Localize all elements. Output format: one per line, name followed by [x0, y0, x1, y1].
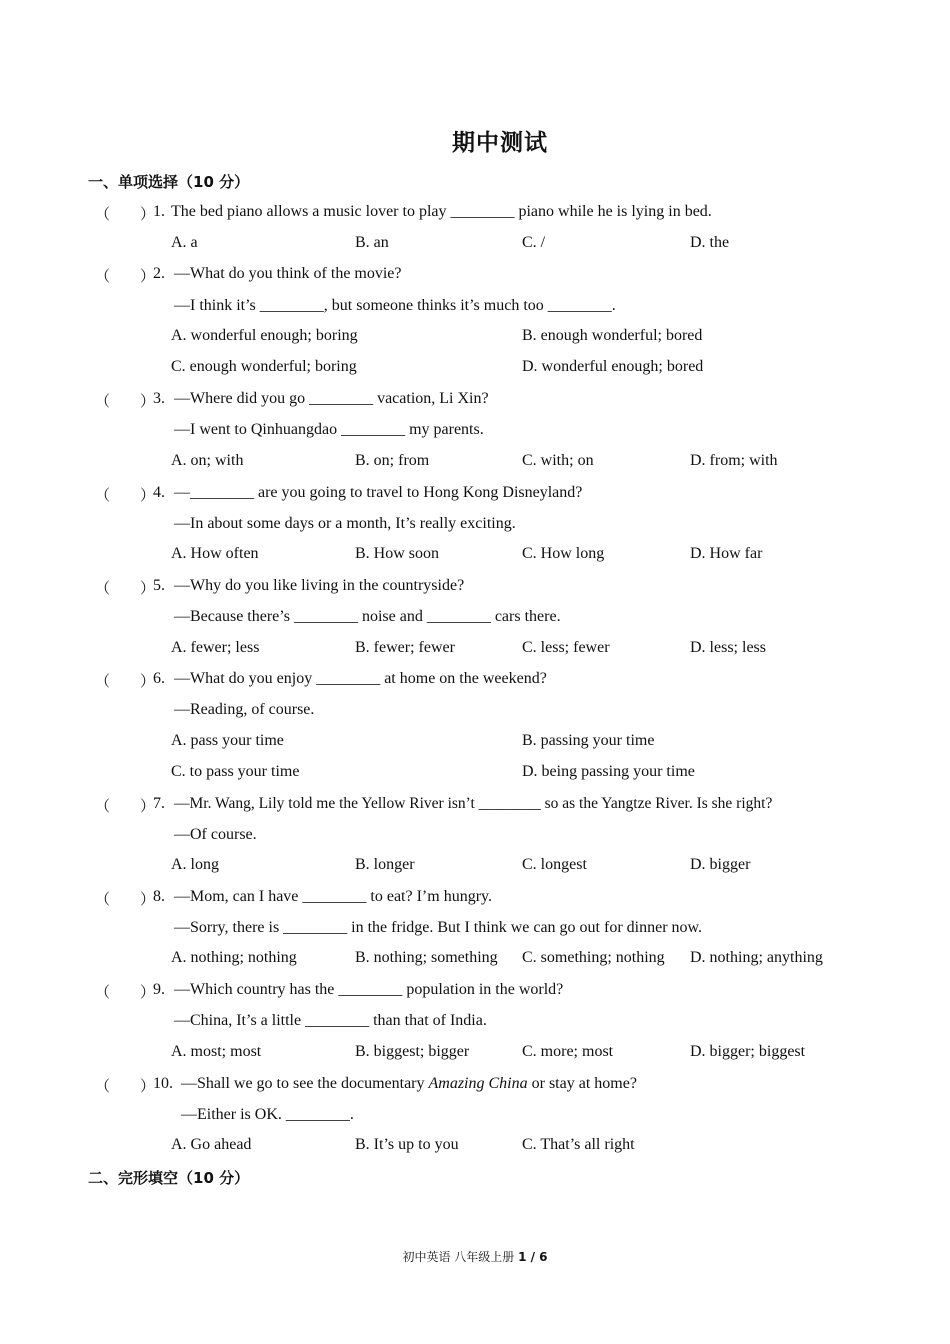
question-8-option-a: A. nothing; nothing [171, 949, 297, 966]
question-5-option-d: D. less; less [690, 639, 766, 656]
question-2-line-2: —I think it’s ________, but someone thinks it’s much too ________. [174, 297, 616, 314]
question-10-option-a: A. Go ahead [171, 1136, 252, 1153]
answer-blank: （ ） [95, 581, 156, 597]
question-9-line-1: —Which country has the ________ population in the world? [174, 981, 564, 998]
question-1-option-b: B. an [355, 234, 389, 251]
question-5-number: 5. [153, 577, 165, 594]
question-9-number: 9. [153, 981, 165, 998]
answer-blank: （ ） [95, 207, 156, 223]
question-1-stem: 1. [153, 203, 165, 220]
question-4-option-b: B. How soon [355, 545, 440, 562]
question-3-option-d: D. from; with [690, 452, 778, 469]
answer-blank: （ ） [95, 269, 156, 285]
question-6-option-a: A. pass your time [171, 732, 284, 749]
question-5-line-2: —Because there’s ________ noise and ________ cars there. [174, 608, 561, 625]
question-10-number: 10. [153, 1075, 173, 1092]
question-4-number: 4. [153, 484, 165, 501]
question-9-option-c: C. more; most [522, 1043, 614, 1060]
question-7-option-c: C. longest [522, 856, 587, 873]
question-8-option-d: D. nothing; anything [690, 949, 823, 966]
question-2-option-d: D. wonderful enough; bored [522, 358, 704, 375]
section-heading-cloze: 二、完形填空（10 分） [88, 1169, 250, 1187]
question-3-line-2: —I went to Qinhuangdao ________ my parents. [174, 421, 484, 438]
question-6-option-d: D. being passing your time [522, 763, 695, 780]
question-7-option-d: D. bigger [690, 856, 751, 873]
question-8-option-c: C. something; nothing [522, 949, 665, 966]
question-6-line-2: —Reading, of course. [174, 701, 315, 718]
question-6-option-b: B. passing your time [522, 732, 655, 749]
question-5-option-a: A. fewer; less [171, 639, 260, 656]
question-9-option-b: B. biggest; bigger [355, 1043, 470, 1060]
question-9-option-a: A. most; most [171, 1043, 262, 1060]
question-8-number: 8. [153, 888, 165, 905]
question-4-option-d: D. How far [690, 545, 763, 562]
question-1-option-d: D. the [690, 234, 730, 251]
question-5-option-c: C. less; fewer [522, 639, 610, 656]
answer-blank: （ ） [95, 799, 156, 815]
page-title: 期中测试 [452, 130, 548, 156]
question-6-number: 6. [153, 670, 165, 687]
question-10-line-2: —Either is OK. ________. [181, 1106, 354, 1123]
question-10-line-1-post: or stay at home? [527, 1075, 637, 1092]
question-4-option-a: A. How often [171, 545, 259, 562]
question-6-line-1: —What do you enjoy ________ at home on the weekend? [174, 670, 547, 687]
answer-blank: （ ） [95, 892, 156, 908]
question-4-line-2: —In about some days or a month, It’s really exciting. [174, 515, 516, 532]
question-1-option-c: C. / [522, 234, 546, 251]
question-3-line-1: —Where did you go ________ vacation, Li Xin? [174, 390, 489, 407]
question-7-option-a: A. long [171, 856, 219, 873]
footer-text: 初中英语 八年级上册 [402, 1250, 519, 1264]
question-5-line-1: —Why do you like living in the countryside? [174, 577, 465, 594]
question-7-option-b: B. longer [355, 856, 415, 873]
question-2-line-1: —What do you think of the movie? [174, 265, 402, 282]
question-2-number: 2. [153, 265, 165, 282]
question-10-line-1-pre: —Shall we go to see the documentary [181, 1075, 429, 1092]
question-5-option-b: B. fewer; fewer [355, 639, 455, 656]
question-9-line-2: —China, It’s a little ________ than that of India. [174, 1012, 487, 1029]
question-2-option-b: B. enough wonderful; bored [522, 327, 703, 344]
page-number: 1 / 6 [518, 1250, 548, 1264]
question-1-option-a: A. a [171, 234, 198, 251]
question-3-option-c: C. with; on [522, 452, 594, 469]
question-3-option-b: B. on; from [355, 452, 430, 469]
section-heading-single-choice: 一、单项选择（10 分） [88, 173, 250, 191]
answer-blank: （ ） [95, 488, 156, 504]
question-10-option-c: C. That’s all right [522, 1136, 635, 1153]
answer-blank: （ ） [95, 674, 156, 690]
question-8-line-1: —Mom, can I have ________ to eat? I’m hungry. [174, 888, 492, 905]
question-8-line-2: —Sorry, there is ________ in the fridge. But I think we can go out for dinner now. [174, 919, 703, 936]
question-7-line-1: —Mr. Wang, Lily told me the Yellow River isn’t ________ so as the Yangtze River. Is she right? [174, 795, 773, 812]
question-4-line-1: —________ are you going to travel to Hong Kong Disneyland? [174, 484, 583, 501]
question-6-option-c: C. to pass your time [171, 763, 300, 780]
question-10-line-1 [181, 1074, 637, 1094]
answer-blank: （ ） [95, 1079, 156, 1095]
question-2-option-c: C. enough wonderful; boring [171, 358, 357, 375]
question-4-option-c: C. How long [522, 545, 605, 562]
question-8-option-b: B. nothing; something [355, 949, 498, 966]
answer-blank: （ ） [95, 985, 156, 1001]
question-7-number: 7. [153, 795, 165, 812]
documentary-title: Amazing China [428, 1075, 528, 1092]
question-3-option-a: A. on; with [171, 452, 244, 469]
answer-blank: （ ） [95, 394, 156, 410]
page-footer [0, 1248, 950, 1265]
question-1-text: The bed piano allows a music lover to play ________ piano while he is lying in bed. [171, 203, 712, 220]
question-10-option-b: B. It’s up to you [355, 1136, 459, 1153]
question-7-line-2: —Of course. [174, 826, 257, 843]
question-9-option-d: D. bigger; biggest [690, 1043, 806, 1060]
question-2-option-a: A. wonderful enough; boring [171, 327, 358, 344]
question-3-number: 3. [153, 390, 165, 407]
